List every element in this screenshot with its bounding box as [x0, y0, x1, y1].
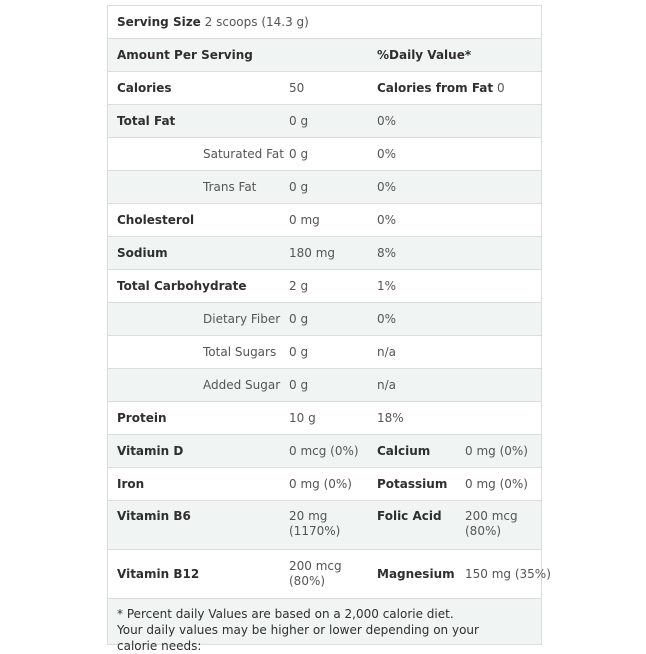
calories-label: Calories	[117, 80, 172, 95]
nutrient-label: Saturated Fat	[203, 146, 284, 161]
vitamin-row-iron	[108, 467, 541, 500]
nutrient-amount: 0 g	[289, 179, 309, 194]
nutrient-daily-value: 1%	[377, 278, 397, 293]
nutrient-daily-value: 0%	[377, 113, 397, 128]
nutrient-row-dietary-fiber	[108, 302, 541, 335]
serving-size-value: 2 scoops (14.3 g)	[204, 14, 309, 29]
nutrient-amount: 2 g	[289, 278, 309, 293]
vitamin-value: 0 mg (0%)	[289, 476, 352, 491]
daily-value-header: %Daily Value*	[377, 47, 472, 62]
vitamin-row-vitamin-b12	[108, 549, 551, 598]
nutrient-row-sodium	[108, 236, 541, 269]
nutrient-daily-value: 0%	[377, 212, 397, 227]
nutrient-label: Protein	[117, 410, 167, 425]
nutrient-daily-value: 18%	[377, 410, 404, 425]
nutrient-row-saturated-fat	[108, 137, 541, 170]
vitamin-value: 20 mg (1170%)	[289, 509, 341, 538]
nutrient-amount: 10 g	[289, 410, 316, 425]
mineral-value: 0 mg (0%)	[465, 443, 528, 458]
footnote-row	[108, 598, 541, 653]
nutrient-amount: 0 g	[289, 146, 309, 161]
mineral-value: 200 mcg (80%)	[465, 509, 518, 538]
nutrient-label: Total Fat	[117, 113, 176, 128]
nutrient-label: Total Sugars	[203, 344, 277, 359]
nutrient-row-cholesterol	[108, 203, 541, 236]
vitamin-value: 0 mcg (0%)	[289, 443, 359, 458]
nutrient-row-protein	[108, 401, 541, 434]
calories-value: 50	[289, 80, 305, 95]
vitamin-label: Vitamin B6	[117, 509, 191, 523]
nutrient-daily-value: 8%	[377, 245, 397, 260]
vitamin-label: Vitamin B12	[117, 566, 200, 581]
nutrient-row-total-sugars	[108, 335, 541, 368]
calories-from-fat-value: 0	[496, 80, 505, 95]
serving-size-row	[108, 5, 541, 38]
nutrient-amount: 0 g	[289, 311, 309, 326]
nutrient-amount: 0 g	[289, 113, 309, 128]
calories-row	[108, 71, 541, 104]
amount-per-serving-label: Amount Per Serving	[117, 47, 253, 62]
nutrient-row-trans-fat	[108, 170, 541, 203]
nutrient-label: Cholesterol	[117, 212, 195, 227]
vitamin-row-vitamin-d	[108, 434, 541, 467]
nutrient-amount: 180 mg	[289, 245, 336, 260]
mineral-label: Folic Acid	[377, 509, 442, 523]
mineral-value: 0 mg (0%)	[465, 476, 528, 491]
daily-value-footnote: * Percent daily Values are based on a 2,000 calorie diet. Your daily values may be higher or lower depending on your calorie needs:	[117, 607, 479, 653]
nutrient-label: Sodium	[117, 245, 168, 260]
serving-size-label: Serving Size	[117, 14, 201, 29]
mineral-label: Calcium	[377, 443, 431, 458]
nutrient-daily-value: n/a	[377, 344, 397, 359]
nutrient-amount: 0 mg	[289, 212, 320, 227]
nutrient-label: Total Carbohydrate	[117, 278, 247, 293]
nutrient-daily-value: 0%	[377, 146, 397, 161]
nutrient-amount: 0 g	[289, 344, 309, 359]
nutrient-amount: 0 g	[289, 377, 309, 392]
calories-from-fat-label: Calories from Fat	[377, 80, 494, 95]
nutrient-row-total-carbohydrate	[108, 269, 541, 302]
nutrient-row-added-sugar	[108, 368, 541, 401]
vitamin-label: Iron	[117, 476, 145, 491]
mineral-value: 150 mg (35%)	[465, 566, 551, 581]
vitamin-row-vitamin-b6	[108, 500, 541, 549]
amount-header-row	[108, 38, 541, 71]
nutrient-label: Dietary Fiber	[203, 311, 281, 326]
nutrient-row-total-fat	[108, 104, 541, 137]
vitamin-value: 200 mcg (80%)	[289, 559, 342, 588]
nutrient-daily-value: 0%	[377, 179, 397, 194]
nutrient-label: Trans Fat	[203, 179, 257, 194]
nutrient-label: Added Sugar	[203, 377, 281, 392]
vitamin-label: Vitamin D	[117, 443, 184, 458]
nutrition-facts-table	[107, 5, 551, 653]
nutrient-daily-value: 0%	[377, 311, 397, 326]
mineral-label: Potassium	[377, 476, 448, 491]
mineral-label: Magnesium	[377, 566, 455, 581]
nutrient-daily-value: n/a	[377, 377, 397, 392]
